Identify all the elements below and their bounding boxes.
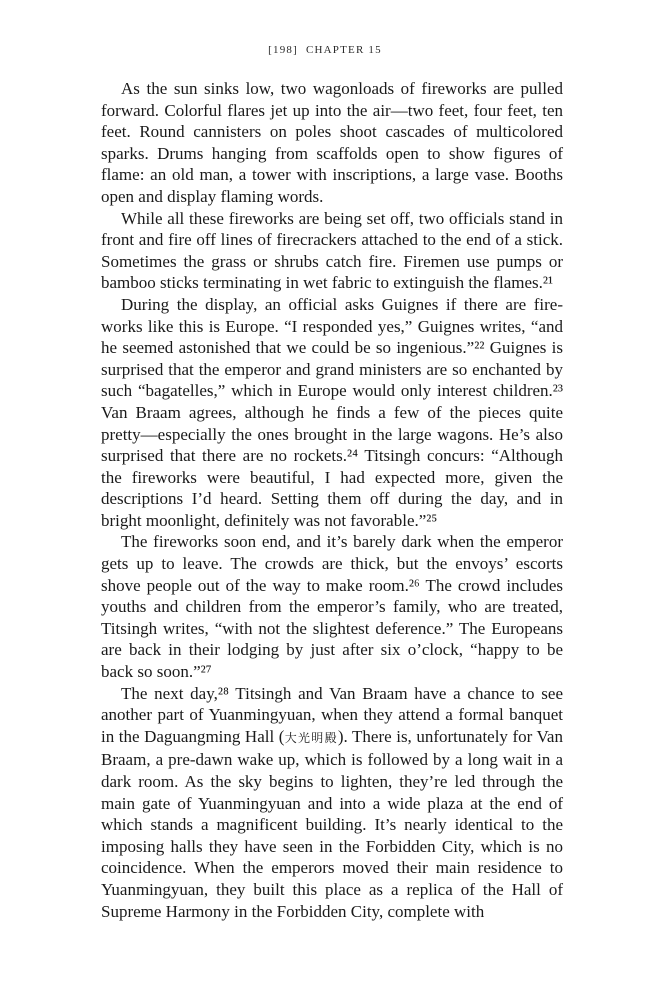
paragraph-5-text-start: The next day,²⁸ Titsingh and Van Braam have a chance to see another part of Yuanmingyuan, when they attend a formal banquet in the Daguangming Hall (	[101, 683, 563, 746]
paragraph-2: While all these fireworks are being set off, two officials stand in front and fire off lines of firecrackers attached to the end of a stick. Sometimes the grass or shrubs catch fire. Firemen use pumps or bamboo sticks terminating in wet fabric to extinguish the flames.²¹	[101, 208, 563, 293]
chinese-hall-name: 大光明殿	[284, 730, 338, 745]
paragraph-3: During the display, an official asks Guignes if there are fireworks like this is Europe. “I responded yes,” Guignes writes, “and he seemed astonished that we could be so ingenious.”²² Guignes is surprised that the emperor and grand ministers are so enchanted by such “bagatelles,” which in Europe would only interest children.²³ Van Braam agrees, although he finds a few of the pieces quite pretty—especially the ones brought in the large wagons. He’s also surprised that there are no rockets.²⁴ Titsingh concurs: “Although the fireworks were beautiful, I had expected more, given the descriptions I’d heard. Setting them off during the day, and in bright moonlight, definitely was not favorable.”²⁵	[101, 294, 563, 530]
chapter-label: CHAPTER 15	[305, 44, 382, 56]
body-text	[101, 78, 563, 922]
paragraph-5-text-end: ). There is, unfortunately for Van Braam, a pre-dawn wake up, which is followed by a long wait in a dark room. As the sky begins to lighten, they’re led through the main gate of Yuanmingyuan and into a wide plaza at the end of which stands a magnificent building. It’s nearly identical to the imposing halls they have seen in the Forbidden City, which is no coincidence. When the emperors moved their main residence to Yuanmingyuan, they built this place as a replica of the Hall of Supreme Harmony in the Forbidden City, complete with	[101, 726, 563, 921]
running-head	[0, 44, 650, 56]
paragraph-5	[101, 683, 563, 923]
paragraph-4: The fireworks soon end, and it’s barely dark when the emperor gets up to leave. The crowds are thick, but the envoys’ escorts shove people out of the way to make room.²⁶ The crowd includes youths and children from the emperor’s family, who are treated, Titsingh writes, “with not the slightest deference.” The Europeans are back in their lodging by just after six o’clock, “happy to be back so soon.”²⁷	[101, 532, 563, 682]
paragraph-1: As the sun sinks low, two wagonloads of fireworks are pulled forward. Colorful flares jet up into the air—two feet, four feet, ten feet. Round cannisters on poles shoot cascades of multicolored sparks. Drums hanging from scaffolds open to show figures of flame: an old man, a tower with inscriptions, a large vase. Booths open and display flaming words.	[101, 79, 563, 206]
page-number: [198]	[268, 44, 298, 56]
